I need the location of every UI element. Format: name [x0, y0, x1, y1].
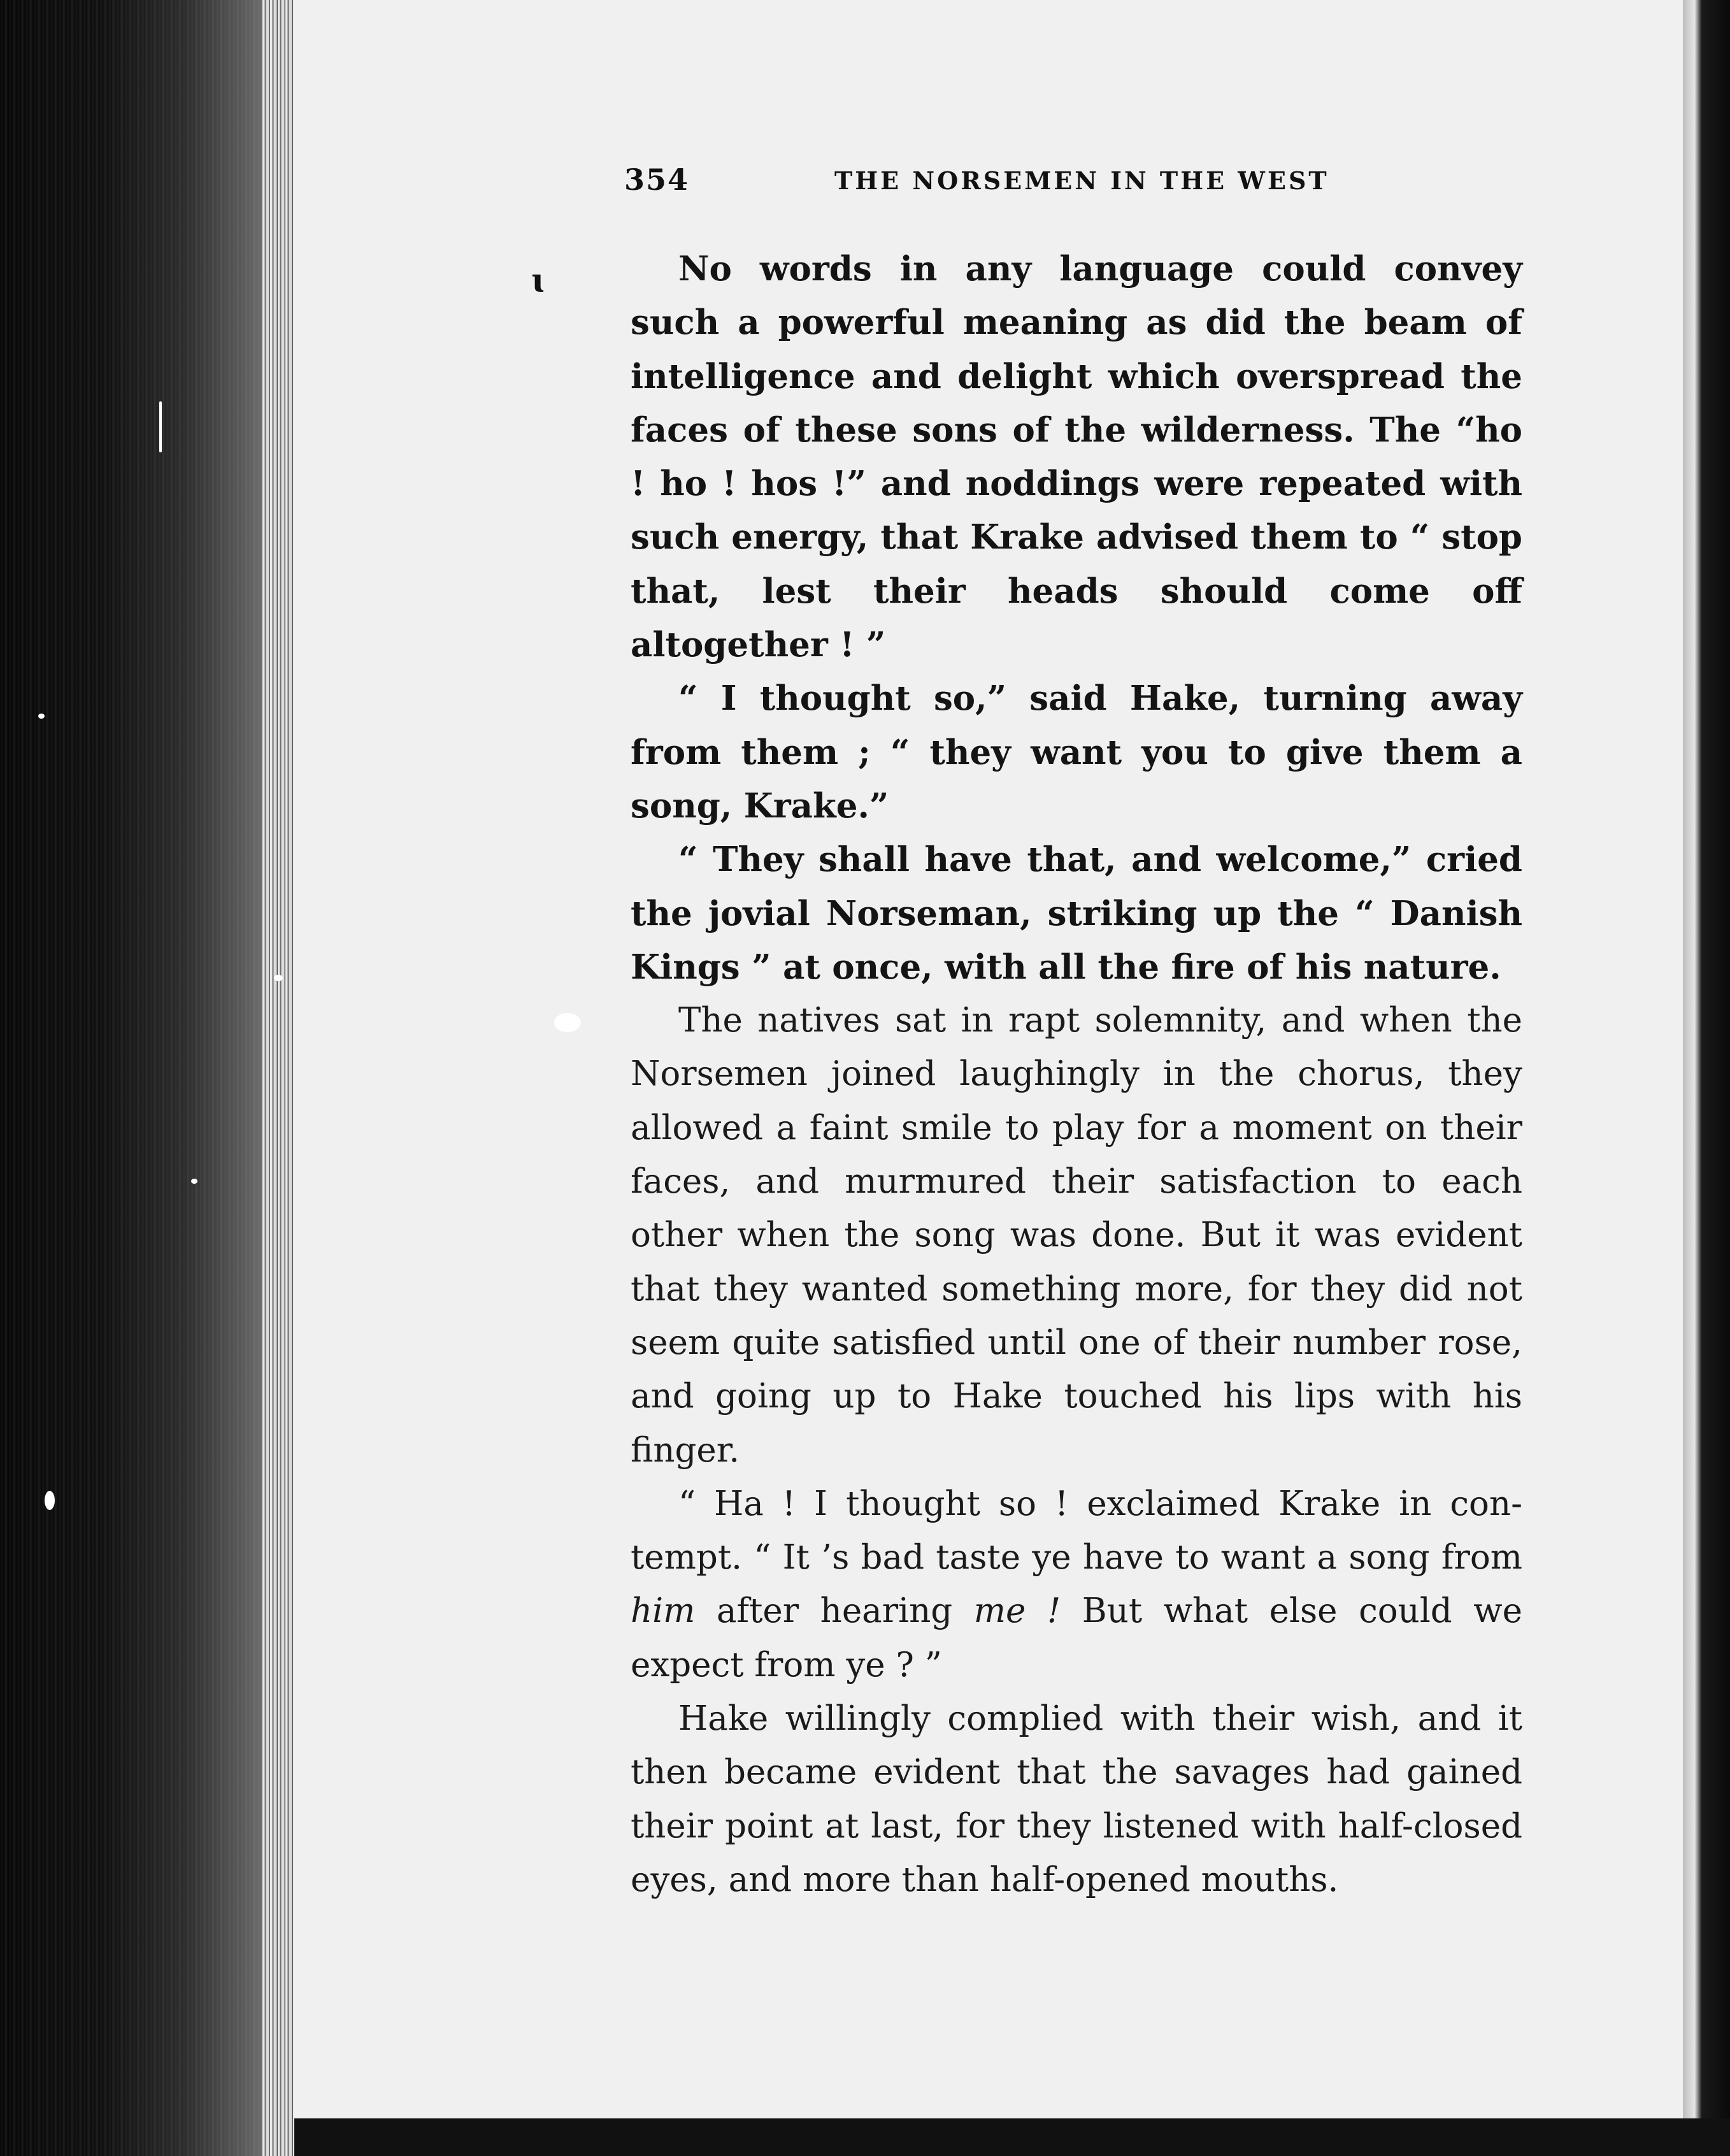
- italic-word: him: [631, 1592, 696, 1631]
- page-edge-sheets: [262, 0, 294, 2156]
- running-head: [624, 162, 1329, 201]
- paragraph: Hake willingly complied with their wish, and it then became evident that the savages had gained their point at last, for they listened with half-closed eyes, and more than half-opened mouths.: [631, 1699, 1522, 1899]
- body-text: [631, 242, 1522, 1907]
- paragraph-text: after hearing: [695, 1592, 974, 1631]
- running-title: THE NORSEMEN IN THE WEST: [834, 166, 1329, 195]
- paragraph-text: But what else could we expect from ye ? ”: [631, 1592, 1522, 1685]
- page-number: 354: [624, 162, 690, 197]
- paragraph: “ They shall have that, and welcome,” cried the jovial Norseman, striking up the “ Danish Kings ” at once, with all the fire of his nature.: [631, 840, 1522, 987]
- paragraph: “ I thought so,” said Hake, turning away from them ; “ they want you to give them a song, Krake.”: [631, 679, 1522, 826]
- italic-word: me !: [973, 1592, 1061, 1631]
- paragraph: [631, 1477, 1522, 1692]
- bottom-page-edge: [294, 2118, 1730, 2156]
- paragraph: The natives sat in rapt solemnity, and when the Norsemen joined laughingly in the chorus, they allowed a faint smile to play for a moment on their faces, and murmured their satisfaction to each other when the song was done. But it was evident that they wanted something more, for they did not seem quite satisfied until one of their number rose, and going up to Hake touched his lips with his finger.: [631, 1001, 1522, 1470]
- book-gutter-edges: [0, 0, 299, 2156]
- right-page-edge: [1683, 0, 1730, 2156]
- paragraph-text: “ Ha ! I thought so ! exclaimed Krake in con- tempt. “ It ’s bad taste ye have to want a song from: [631, 1484, 1522, 1577]
- paragraph: No words in any language could convey such a powerful meaning as did the beam of intelligence and delight which overspread the faces of these sons of the wilderness. The “ho ! ho ! hos !” and noddings were repeated with such energy, that Krake advised them to “ stop that, lest their heads should come off altogether ! ”: [631, 249, 1522, 665]
- margin-mark: ɩ: [531, 261, 544, 300]
